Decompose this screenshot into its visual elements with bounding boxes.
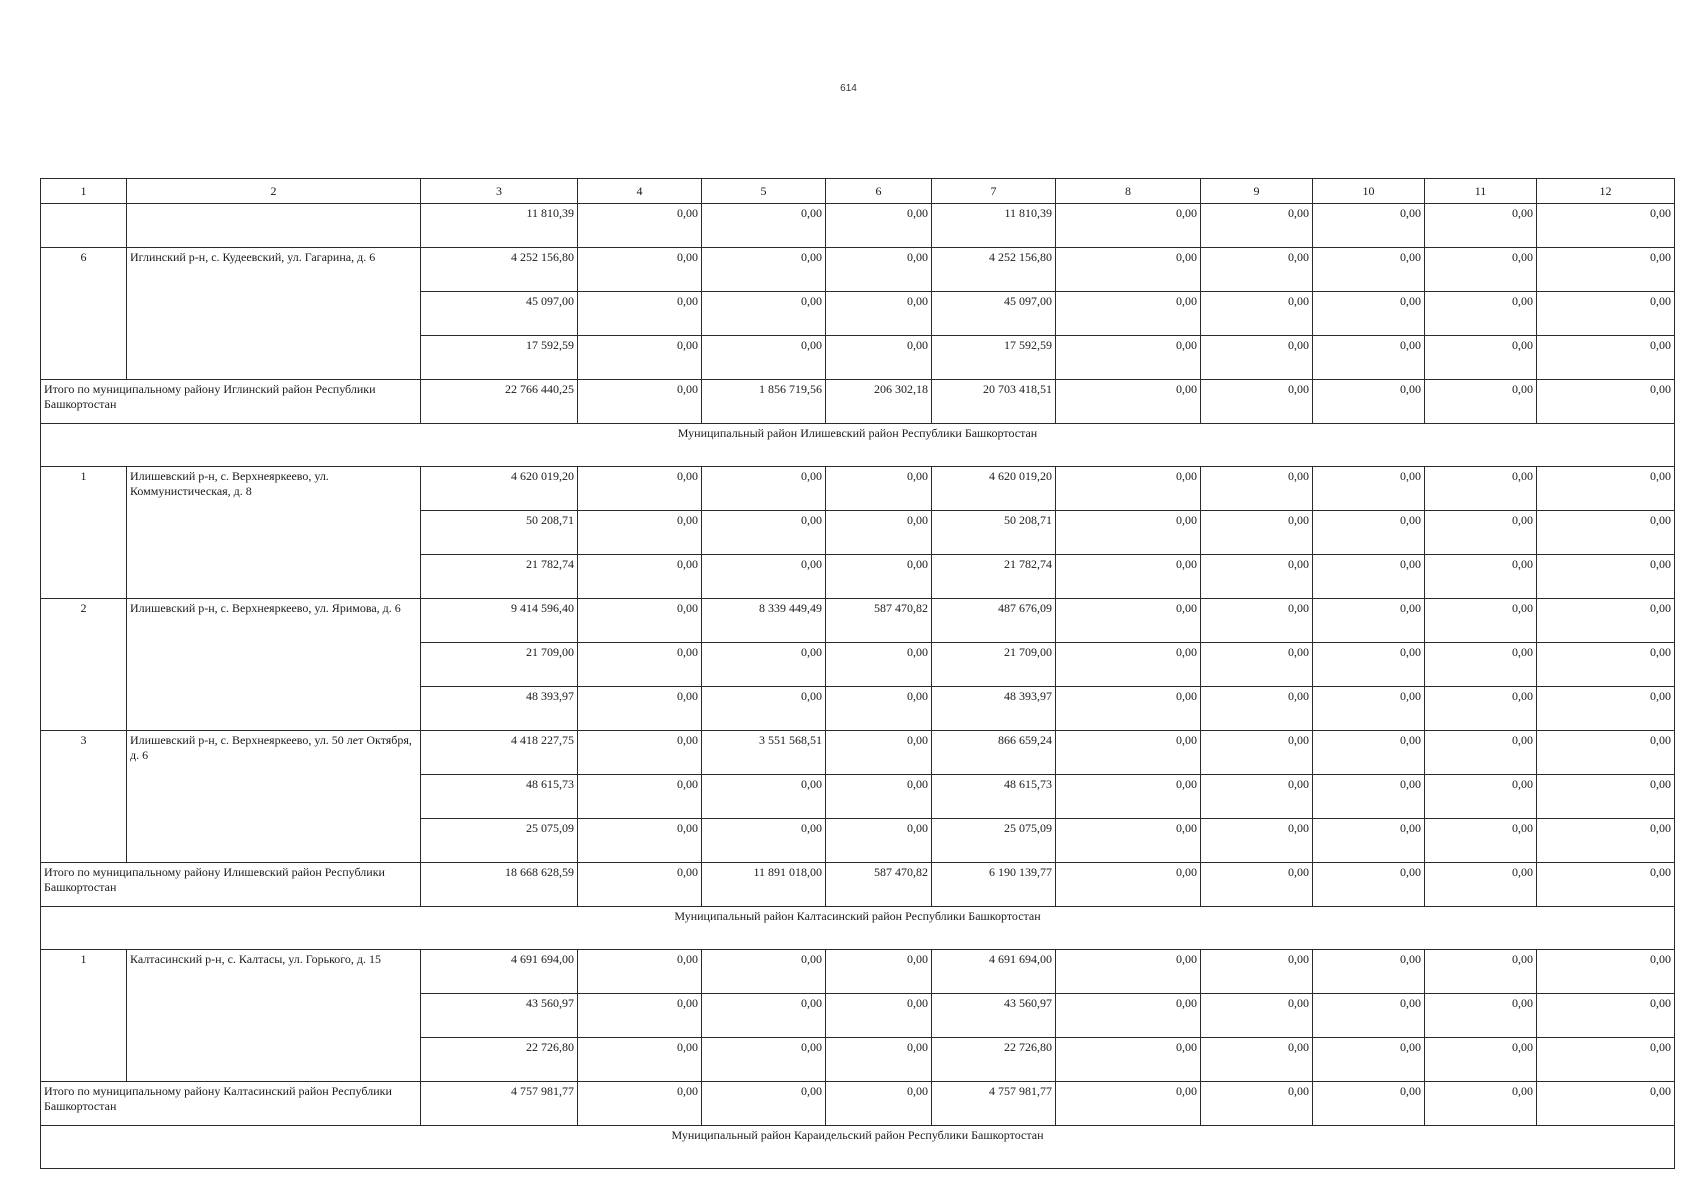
value-cell: 0,00	[702, 950, 826, 994]
total-label: Итого по муниципальному району Калтасинский район Республики Башкортостан	[41, 1082, 421, 1126]
value-cell: 0,00	[702, 819, 826, 863]
value-cell: 0,00	[578, 380, 702, 424]
value-cell: 0,00	[1425, 731, 1537, 775]
value-cell: 0,00	[578, 467, 702, 511]
value-cell: 4 691 694,00	[421, 950, 578, 994]
table-row	[41, 467, 1675, 511]
value-cell: 4 252 156,80	[932, 248, 1056, 292]
value-cell: 18 668 628,59	[421, 863, 578, 907]
value-cell: 0,00	[826, 775, 932, 819]
value-cell: 0,00	[1201, 599, 1313, 643]
value-cell: 17 592,59	[932, 336, 1056, 380]
value-cell: 587 470,82	[826, 863, 932, 907]
total-label: Итого по муниципальному району Илишевский район Республики Башкортостан	[41, 863, 421, 907]
value-cell: 0,00	[1425, 819, 1537, 863]
value-cell: 0,00	[1201, 731, 1313, 775]
value-cell: 0,00	[1537, 950, 1675, 994]
value-cell: 0,00	[1537, 819, 1675, 863]
value-cell: 11 810,39	[421, 204, 578, 248]
value-cell: 0,00	[578, 775, 702, 819]
value-cell: 0,00	[1313, 336, 1425, 380]
value-cell: 48 615,73	[421, 775, 578, 819]
row-number-cell: 1	[41, 467, 127, 599]
value-cell: 9 414 596,40	[421, 599, 578, 643]
value-cell: 0,00	[1201, 687, 1313, 731]
value-cell: 0,00	[826, 1082, 932, 1126]
address-cell	[127, 204, 421, 248]
value-cell: 0,00	[578, 511, 702, 555]
value-cell: 0,00	[1425, 687, 1537, 731]
value-cell: 0,00	[1537, 555, 1675, 599]
value-cell: 22 726,80	[932, 1038, 1056, 1082]
value-cell: 0,00	[1056, 599, 1201, 643]
value-cell: 0,00	[578, 819, 702, 863]
column-header: 11	[1425, 179, 1537, 204]
value-cell: 0,00	[826, 687, 932, 731]
value-cell: 0,00	[1537, 775, 1675, 819]
total-row	[41, 380, 1675, 424]
value-cell: 0,00	[1313, 511, 1425, 555]
table-row	[41, 731, 1675, 775]
column-header: 1	[41, 179, 127, 204]
value-cell: 0,00	[702, 1038, 826, 1082]
value-cell: 4 418 227,75	[421, 731, 578, 775]
value-cell: 0,00	[1201, 467, 1313, 511]
value-cell: 0,00	[578, 248, 702, 292]
column-header: 12	[1537, 179, 1675, 204]
value-cell: 0,00	[1425, 775, 1537, 819]
value-cell: 0,00	[702, 1082, 826, 1126]
value-cell: 4 757 981,77	[932, 1082, 1056, 1126]
value-cell: 0,00	[826, 248, 932, 292]
value-cell: 0,00	[578, 204, 702, 248]
value-cell: 0,00	[578, 1082, 702, 1126]
value-cell: 45 097,00	[421, 292, 578, 336]
value-cell: 21 709,00	[932, 643, 1056, 687]
value-cell: 0,00	[1313, 204, 1425, 248]
value-cell: 0,00	[1537, 248, 1675, 292]
value-cell: 0,00	[578, 994, 702, 1038]
value-cell: 0,00	[1313, 1082, 1425, 1126]
value-cell: 0,00	[1201, 292, 1313, 336]
value-cell: 0,00	[1537, 994, 1675, 1038]
value-cell: 25 075,09	[421, 819, 578, 863]
value-cell: 587 470,82	[826, 599, 932, 643]
value-cell: 0,00	[1425, 380, 1537, 424]
value-cell: 0,00	[1201, 1038, 1313, 1082]
value-cell: 0,00	[702, 994, 826, 1038]
value-cell: 22 766 440,25	[421, 380, 578, 424]
column-number-row	[41, 179, 1675, 204]
section-title: Муниципальный район Калтасинский район Республики Башкортостан	[41, 907, 1675, 950]
row-number-cell: 3	[41, 731, 127, 863]
section-title: Муниципальный район Караидельский район Республики Башкортостан	[41, 1126, 1675, 1169]
column-header: 5	[702, 179, 826, 204]
value-cell: 0,00	[1056, 336, 1201, 380]
value-cell: 0,00	[1201, 994, 1313, 1038]
value-cell: 0,00	[1056, 248, 1201, 292]
value-cell: 0,00	[1056, 731, 1201, 775]
value-cell: 0,00	[1537, 643, 1675, 687]
value-cell: 0,00	[702, 336, 826, 380]
value-cell: 866 659,24	[932, 731, 1056, 775]
section-header-row	[41, 424, 1675, 467]
value-cell: 0,00	[1537, 731, 1675, 775]
value-cell: 0,00	[1313, 775, 1425, 819]
value-cell: 0,00	[1056, 687, 1201, 731]
row-number-cell: 6	[41, 248, 127, 380]
value-cell: 22 726,80	[421, 1038, 578, 1082]
address-cell: Калтасинский р-н, с. Калтасы, ул. Горького, д. 15	[127, 950, 421, 1082]
value-cell: 0,00	[1537, 204, 1675, 248]
value-cell: 0,00	[1313, 380, 1425, 424]
value-cell: 0,00	[702, 555, 826, 599]
value-cell: 0,00	[1425, 599, 1537, 643]
value-cell: 0,00	[702, 643, 826, 687]
column-header: 3	[421, 179, 578, 204]
value-cell: 0,00	[1313, 687, 1425, 731]
value-cell: 0,00	[1056, 819, 1201, 863]
value-cell: 0,00	[1537, 1038, 1675, 1082]
value-cell: 0,00	[1425, 863, 1537, 907]
value-cell: 0,00	[1313, 950, 1425, 994]
value-cell: 0,00	[1313, 819, 1425, 863]
value-cell: 0,00	[578, 555, 702, 599]
value-cell: 0,00	[1201, 950, 1313, 994]
value-cell: 4 252 156,80	[421, 248, 578, 292]
value-cell: 0,00	[1056, 467, 1201, 511]
value-cell: 0,00	[1056, 555, 1201, 599]
value-cell: 0,00	[1201, 819, 1313, 863]
address-cell: Илишевский р-н, с. Верхнеяркеево, ул. Коммунистическая, д. 8	[127, 467, 421, 599]
value-cell: 0,00	[1313, 599, 1425, 643]
value-cell: 0,00	[1537, 599, 1675, 643]
value-cell: 0,00	[1313, 292, 1425, 336]
value-cell: 0,00	[1537, 511, 1675, 555]
value-cell: 0,00	[578, 643, 702, 687]
value-cell: 0,00	[1313, 643, 1425, 687]
section-title: Муниципальный район Илишевский район Республики Башкортостан	[41, 424, 1675, 467]
value-cell: 21 782,74	[421, 555, 578, 599]
value-cell: 43 560,97	[421, 994, 578, 1038]
value-cell: 0,00	[1425, 1082, 1537, 1126]
row-number-cell: 1	[41, 950, 127, 1082]
value-cell: 0,00	[578, 950, 702, 994]
row-number-cell: 2	[41, 599, 127, 731]
value-cell: 0,00	[1425, 994, 1537, 1038]
value-cell: 0,00	[578, 863, 702, 907]
value-cell: 0,00	[1537, 336, 1675, 380]
value-cell: 0,00	[1056, 1038, 1201, 1082]
value-cell: 0,00	[1056, 1082, 1201, 1126]
value-cell: 0,00	[578, 731, 702, 775]
column-header: 6	[826, 179, 932, 204]
value-cell: 0,00	[826, 950, 932, 994]
value-cell: 0,00	[1425, 555, 1537, 599]
value-cell: 11 810,39	[932, 204, 1056, 248]
value-cell: 0,00	[1425, 292, 1537, 336]
value-cell: 0,00	[1313, 863, 1425, 907]
value-cell: 0,00	[1313, 994, 1425, 1038]
value-cell: 4 620 019,20	[932, 467, 1056, 511]
table-row	[41, 204, 1675, 248]
address-cell: Иглинский р-н, с. Кудеевский, ул. Гагарина, д. 6	[127, 248, 421, 380]
value-cell: 0,00	[1201, 643, 1313, 687]
value-cell: 50 208,71	[421, 511, 578, 555]
value-cell: 17 592,59	[421, 336, 578, 380]
value-cell: 0,00	[1056, 863, 1201, 907]
value-cell: 0,00	[826, 555, 932, 599]
value-cell: 0,00	[826, 511, 932, 555]
value-cell: 4 757 981,77	[421, 1082, 578, 1126]
value-cell: 0,00	[1056, 643, 1201, 687]
value-cell: 0,00	[826, 292, 932, 336]
value-cell: 0,00	[826, 819, 932, 863]
value-cell: 0,00	[702, 292, 826, 336]
value-cell: 8 339 449,49	[702, 599, 826, 643]
value-cell: 50 208,71	[932, 511, 1056, 555]
value-cell: 0,00	[1313, 731, 1425, 775]
value-cell: 0,00	[826, 731, 932, 775]
total-row	[41, 1082, 1675, 1126]
value-cell: 206 302,18	[826, 380, 932, 424]
value-cell: 0,00	[826, 336, 932, 380]
value-cell: 0,00	[1537, 687, 1675, 731]
value-cell: 0,00	[1425, 248, 1537, 292]
value-cell: 0,00	[702, 204, 826, 248]
value-cell: 0,00	[578, 1038, 702, 1082]
value-cell: 0,00	[1313, 1038, 1425, 1082]
value-cell: 0,00	[826, 204, 932, 248]
value-cell: 3 551 568,51	[702, 731, 826, 775]
value-cell: 0,00	[702, 248, 826, 292]
value-cell: 0,00	[1425, 204, 1537, 248]
table-row	[41, 599, 1675, 643]
value-cell: 0,00	[1201, 555, 1313, 599]
value-cell: 0,00	[1201, 863, 1313, 907]
value-cell: 0,00	[578, 599, 702, 643]
value-cell: 487 676,09	[932, 599, 1056, 643]
total-label: Итого по муниципальному району Иглинский район Республики Башкортостан	[41, 380, 421, 424]
value-cell: 11 891 018,00	[702, 863, 826, 907]
column-header: 10	[1313, 179, 1425, 204]
value-cell: 0,00	[826, 643, 932, 687]
total-row	[41, 863, 1675, 907]
value-cell: 20 703 418,51	[932, 380, 1056, 424]
value-cell: 0,00	[702, 511, 826, 555]
value-cell: 48 393,97	[421, 687, 578, 731]
value-cell: 0,00	[702, 775, 826, 819]
value-cell: 0,00	[578, 292, 702, 336]
table-body	[41, 204, 1675, 1169]
value-cell: 0,00	[1201, 775, 1313, 819]
value-cell: 0,00	[1537, 467, 1675, 511]
value-cell: 0,00	[578, 336, 702, 380]
value-cell: 6 190 139,77	[932, 863, 1056, 907]
value-cell: 0,00	[1425, 467, 1537, 511]
value-cell: 0,00	[1056, 511, 1201, 555]
value-cell: 0,00	[1201, 248, 1313, 292]
value-cell: 0,00	[1537, 292, 1675, 336]
value-cell: 0,00	[1201, 1082, 1313, 1126]
value-cell: 0,00	[1201, 204, 1313, 248]
value-cell: 0,00	[1056, 775, 1201, 819]
column-header: 2	[127, 179, 421, 204]
value-cell: 4 691 694,00	[932, 950, 1056, 994]
value-cell: 0,00	[702, 687, 826, 731]
value-cell: 0,00	[1056, 204, 1201, 248]
value-cell: 0,00	[1537, 863, 1675, 907]
value-cell: 0,00	[1056, 994, 1201, 1038]
value-cell: 21 782,74	[932, 555, 1056, 599]
value-cell: 0,00	[1425, 950, 1537, 994]
value-cell: 0,00	[1313, 248, 1425, 292]
value-cell: 1 856 719,56	[702, 380, 826, 424]
value-cell: 43 560,97	[932, 994, 1056, 1038]
column-header: 8	[1056, 179, 1201, 204]
value-cell: 0,00	[1537, 1082, 1675, 1126]
value-cell: 0,00	[826, 1038, 932, 1082]
value-cell: 0,00	[702, 467, 826, 511]
value-cell: 0,00	[1056, 950, 1201, 994]
page-number: 614	[840, 83, 857, 94]
value-cell: 0,00	[1537, 380, 1675, 424]
value-cell: 0,00	[578, 687, 702, 731]
section-header-row	[41, 907, 1675, 950]
value-cell: 0,00	[1056, 292, 1201, 336]
value-cell: 0,00	[1313, 555, 1425, 599]
value-cell: 0,00	[1425, 336, 1537, 380]
value-cell: 0,00	[1201, 511, 1313, 555]
value-cell: 48 615,73	[932, 775, 1056, 819]
value-cell: 0,00	[1425, 1038, 1537, 1082]
value-cell: 0,00	[1425, 643, 1537, 687]
column-header: 4	[578, 179, 702, 204]
value-cell: 0,00	[1201, 336, 1313, 380]
address-cell: Илишевский р-н, с. Верхнеяркеево, ул. 50 лет Октября, д. 6	[127, 731, 421, 863]
table-row	[41, 248, 1675, 292]
value-cell: 0,00	[1313, 467, 1425, 511]
section-header-row	[41, 1126, 1675, 1169]
budget-table	[40, 178, 1675, 1169]
value-cell: 0,00	[1201, 380, 1313, 424]
column-header: 7	[932, 179, 1056, 204]
column-header: 9	[1201, 179, 1313, 204]
value-cell: 0,00	[1056, 380, 1201, 424]
value-cell: 0,00	[826, 994, 932, 1038]
row-number-cell	[41, 204, 127, 248]
value-cell: 45 097,00	[932, 292, 1056, 336]
value-cell: 0,00	[826, 467, 932, 511]
table-row	[41, 950, 1675, 994]
value-cell: 48 393,97	[932, 687, 1056, 731]
value-cell: 4 620 019,20	[421, 467, 578, 511]
value-cell: 25 075,09	[932, 819, 1056, 863]
value-cell: 21 709,00	[421, 643, 578, 687]
value-cell: 0,00	[1425, 511, 1537, 555]
address-cell: Илишевский р-н, с. Верхнеяркеево, ул. Яримова, д. 6	[127, 599, 421, 731]
